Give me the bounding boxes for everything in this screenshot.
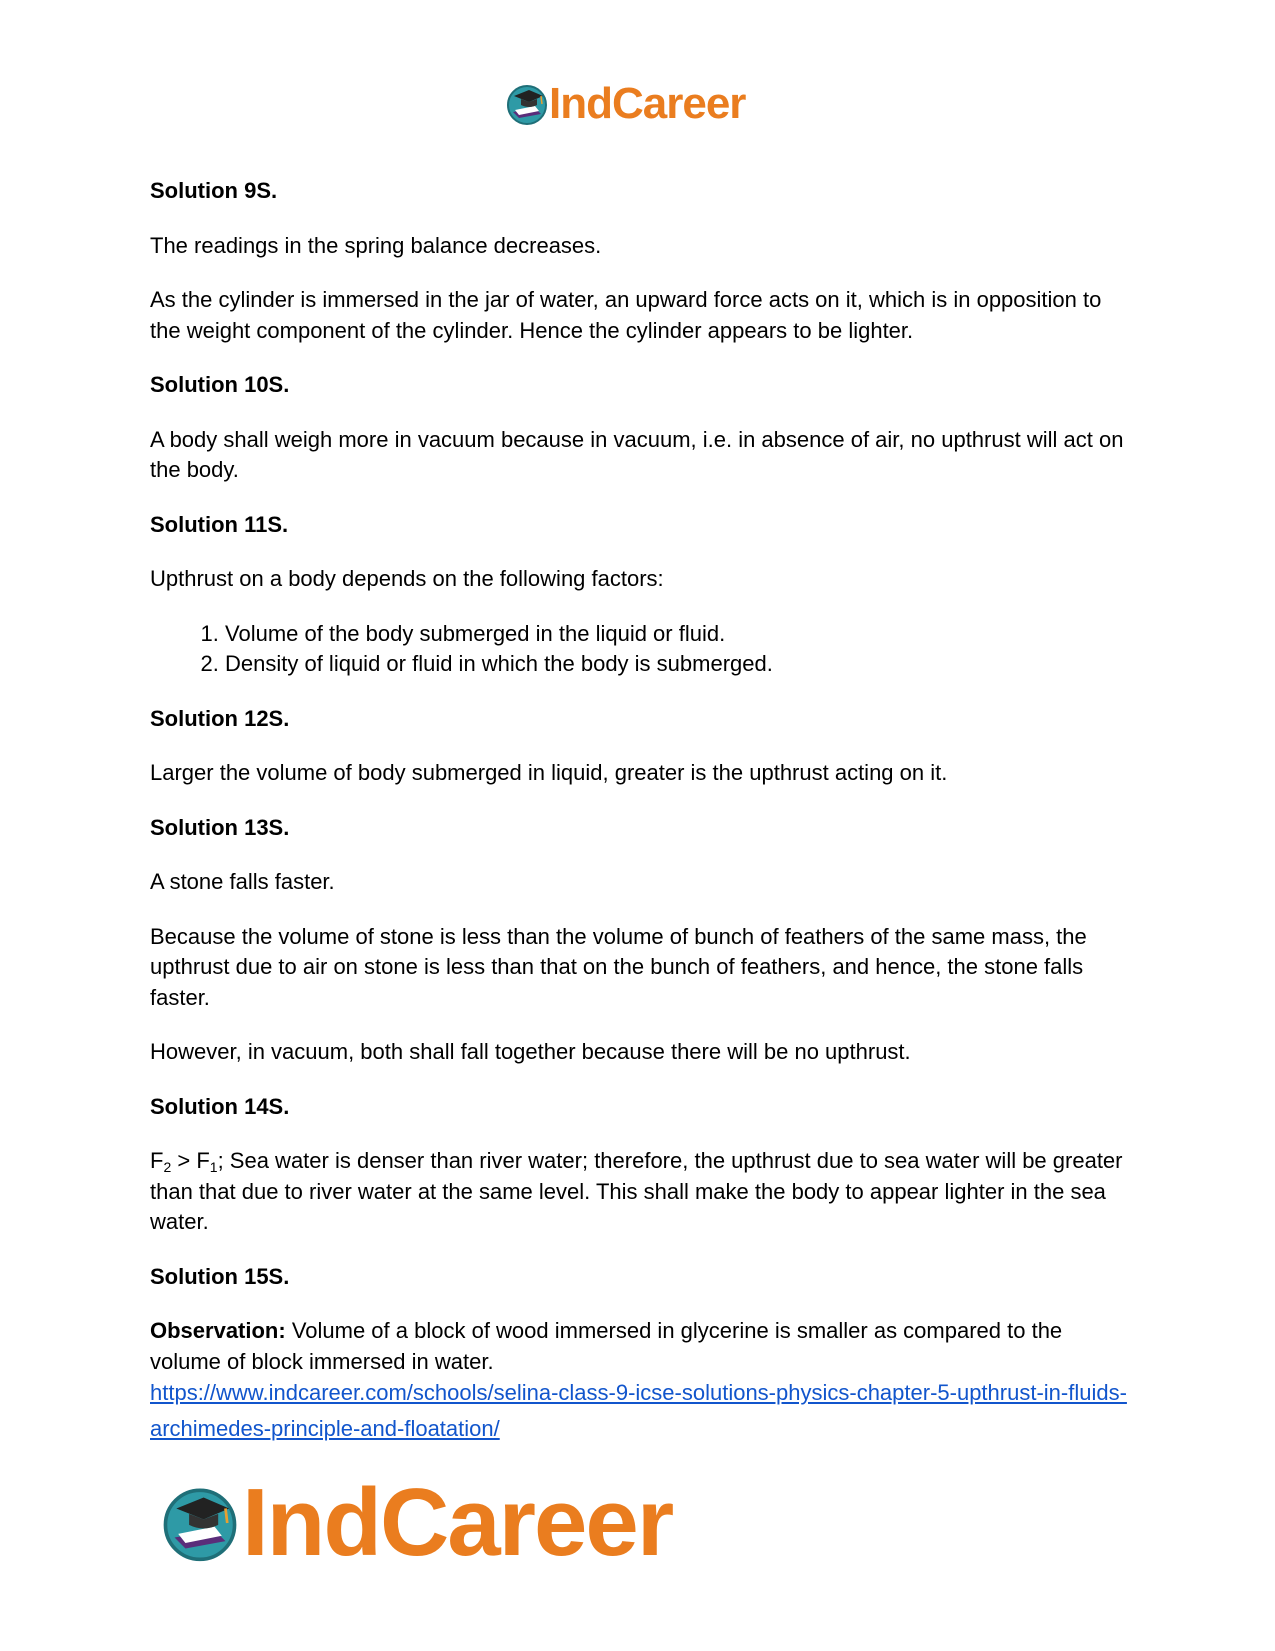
solution-13s-paragraph-2: Because the volume of stone is less than the volume of bunch of feathers of the same mass, the upthrust due to air on stone is less than that on the bunch of feathers, and hence, the stone falls faster. (150, 923, 1087, 1010)
graduation-book-globe-icon (505, 82, 549, 126)
formula-gt: > (171, 1148, 197, 1173)
formula-f2: $F_2$ (150, 1148, 172, 1175)
solution-9s-paragraph-2: As the cylinder is immersed in the jar of water, an upward force acts on it, which is in opposition to the weight component of the cylinder. Hence the cylinder appears to be lighter. (150, 287, 1102, 343)
solution-14s-text: ; Sea water is denser than river water; therefore, the upthrust due to sea water will be greater than that due to river water at the same level. This shall make the body to appear lighter in the sea water. (150, 1148, 1123, 1234)
document-body (150, 176, 1130, 1447)
solution-12s-paragraph-1: Larger the volume of body submerged in liquid, greater is the upthrust acting on it. (150, 760, 948, 785)
solution-10s-paragraph-1: A body shall weigh more in vacuum because in vacuum, i.e. in absence of air, no upthrust will act on the body. (150, 426, 1124, 482)
solution-10s-title: Solution 10S. (150, 372, 290, 397)
list-item: 2. Density of liquid or fluid in which the body is submerged. (225, 649, 1130, 680)
solution-11s-title: Solution 11S. (150, 511, 289, 537)
header-logo (505, 78, 745, 130)
solution-15s-paragraph-1 (150, 1316, 1130, 1377)
solution-13s-paragraph-3: However, in vacuum, both shall fall together because there will be no upthrust. (150, 1039, 911, 1064)
solution-12s-title: Solution 12S. (150, 705, 290, 731)
list-item: 1. Volume of the body submerged in the liquid or fluid. (225, 619, 1130, 650)
solution-15s-title: Solution 15S. (150, 1263, 290, 1289)
observation-text: Volume of a block of wood immersed in glycerine is smaller as compared to the volume of block immersed in water. (150, 1318, 1063, 1374)
graduation-book-globe-icon (160, 1483, 240, 1563)
logo-text: IndCareer (549, 79, 746, 128)
logo-text: IndCareer (242, 1469, 673, 1576)
solution-13s-paragraph-1: A stone falls faster. (150, 869, 335, 894)
solution-9s-title: Solution 9S. (150, 178, 278, 203)
solution-9s-paragraph-1: The readings in the spring balance decreases. (150, 232, 602, 258)
source-link[interactable]: https://www.indcareer.com/schools/selina-class-9-icse-solutions-physics-chapter-5-upthrust-in-fluids-archimedes-principle-and-floatation/ (150, 1380, 1127, 1441)
solution-14s-paragraph-1 (150, 1146, 1130, 1238)
observation-label: Observation: (150, 1318, 286, 1343)
formula-f1: $F_1$ (196, 1148, 218, 1175)
solution-11s-paragraph-1: Upthrust on a body depends on the following factors: (150, 566, 664, 591)
solution-13s-title: Solution 13S. (150, 814, 290, 840)
factors-list (150, 619, 1130, 680)
footer-logo (160, 1468, 672, 1578)
solution-14s-title: Solution 14S. (150, 1093, 290, 1119)
